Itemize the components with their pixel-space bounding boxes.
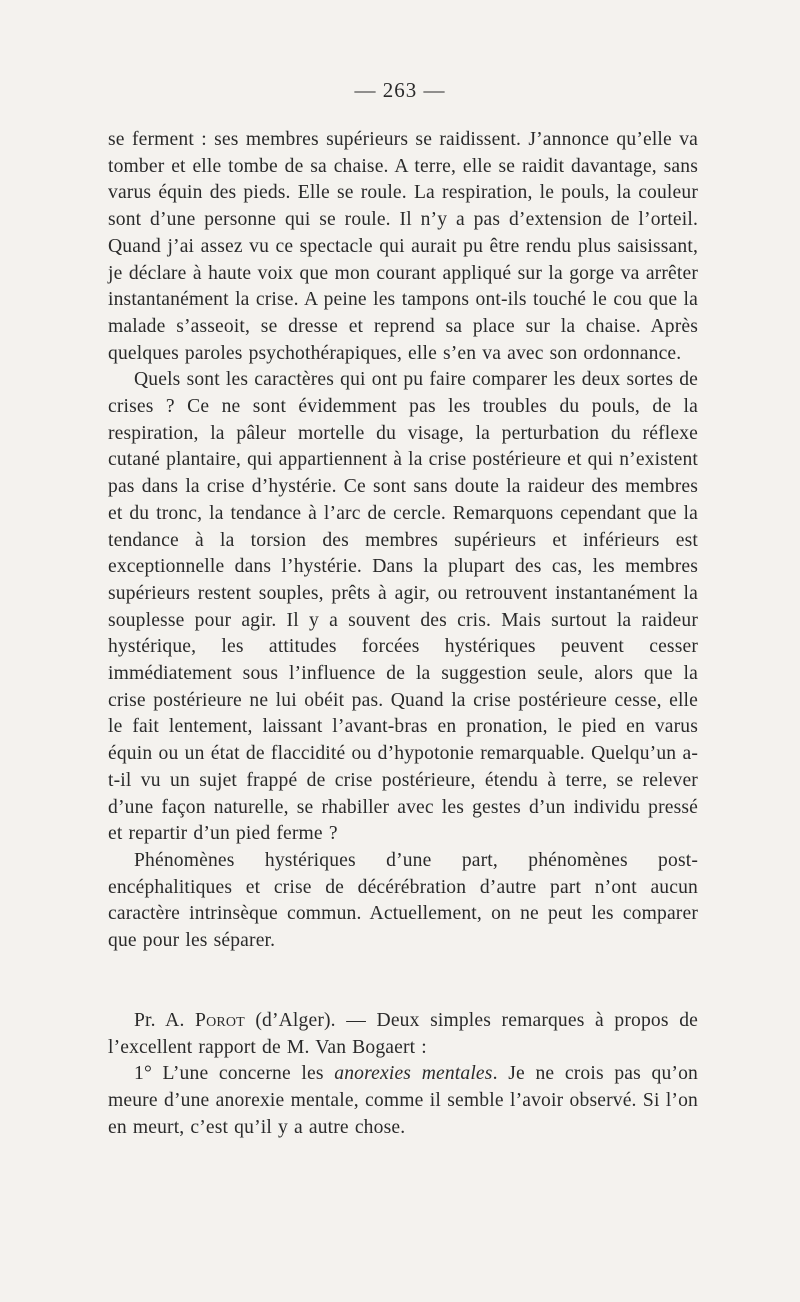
point-1-rest: . Je ne crois pas qu’on meure d’une anorexie mentale, comme il semble l’avoir observé. Si l’on en meurt, c’est qu’il y a autre chose. — [108, 1063, 699, 1138]
section-gap — [108, 955, 698, 1008]
paragraph-2: Quels sont les caractères qui ont pu faire comparer les deux sortes de crises ? Ce ne sont évidemment pas les troubles du pouls, de la respiration, la pâleur mortelle du visage, la perturbation du réflexe cutané plantaire, qui appartiennent à la crise postérieure et qui n’existent pas dans la crise d’hystérie. Ce sont sans doute la raideur des membres et du tronc, la tendance à l’arc de cercle. Remarquons cependant que la tendance à la torsion des membres supérieurs et inférieurs est exceptionnelle dans l’hystérie. Dans la plupart des cas, les membres supérieurs restent souples, prêts à agir, ou retrouvent instantanément la souplesse pour agir. Il y a souvent des cris. Mais surtout la raideur hystérique, les attitudes forcées hystériques peuvent cesser immédiatement sous l’influence de la suggestion seule, alors que la crise postérieure ne lui obéit pas. Quand la crise postérieure cesse, elle le fait lentement, laissant l’avant-bras en pronation, le pied en varus équin ou un état de flaccidité ou d’hypotonie remarquable. Quelqu’un a-t-il vu un sujet frappé de crise postérieure, étendu à terre, se relever d’une façon naturelle, se rhabiller avec les gestes d’un individu pressé et repartir d’un pied ferme ? — [108, 369, 698, 845]
author-name: Porot — [195, 1009, 245, 1031]
porot-rest: (d’Alger). — Deux simples remarques à propos de l’excellent rapport de M. Van Bogaert : — [108, 1009, 698, 1058]
paragraph-3: Phénomènes hystériques d’une part, phénomènes post-encéphalitiques et crise de décérébration d’autre part n’ont aucun caractère intrinsèque commun. Actuellement, on ne peut les comparer que pour les séparer. — [108, 849, 698, 952]
point-1-italic: anorexies mentales — [334, 1063, 493, 1085]
page-number: — 263 — — [354, 78, 446, 102]
paragraph-1: se ferment : ses membres supérieurs se raidissent. J’annonce qu’elle va tomber et elle tombe de sa chaise. A terre, elle se raidit davantage, sans varus équin des pieds. Elle se roule. La respiration, le pouls, la couleur sont d’une personne qui se roule. Il n’y a pas d’extension de l’orteil. Quand j’ai assez vu ce spectacle qui aurait pu être rendu plus saisissant, je déclare à haute voix que mon courant appliqué sur la gorge va arrêter instantanément la crise. A peine les tampons ont-ils touché le cou que la malade s’asseoit, se dresse et reprend sa place sur la chaise. Après quelques paroles psychothérapiques, elle s’en va avec son ordonnance. — [108, 129, 698, 364]
porot-prefix: Pr. A. — [134, 1009, 196, 1031]
body-text — [108, 127, 698, 1141]
porot-paragraph — [108, 1008, 698, 1061]
point-1-lead: 1° L’une concerne les — [134, 1063, 335, 1085]
point-1-paragraph — [108, 1061, 698, 1141]
